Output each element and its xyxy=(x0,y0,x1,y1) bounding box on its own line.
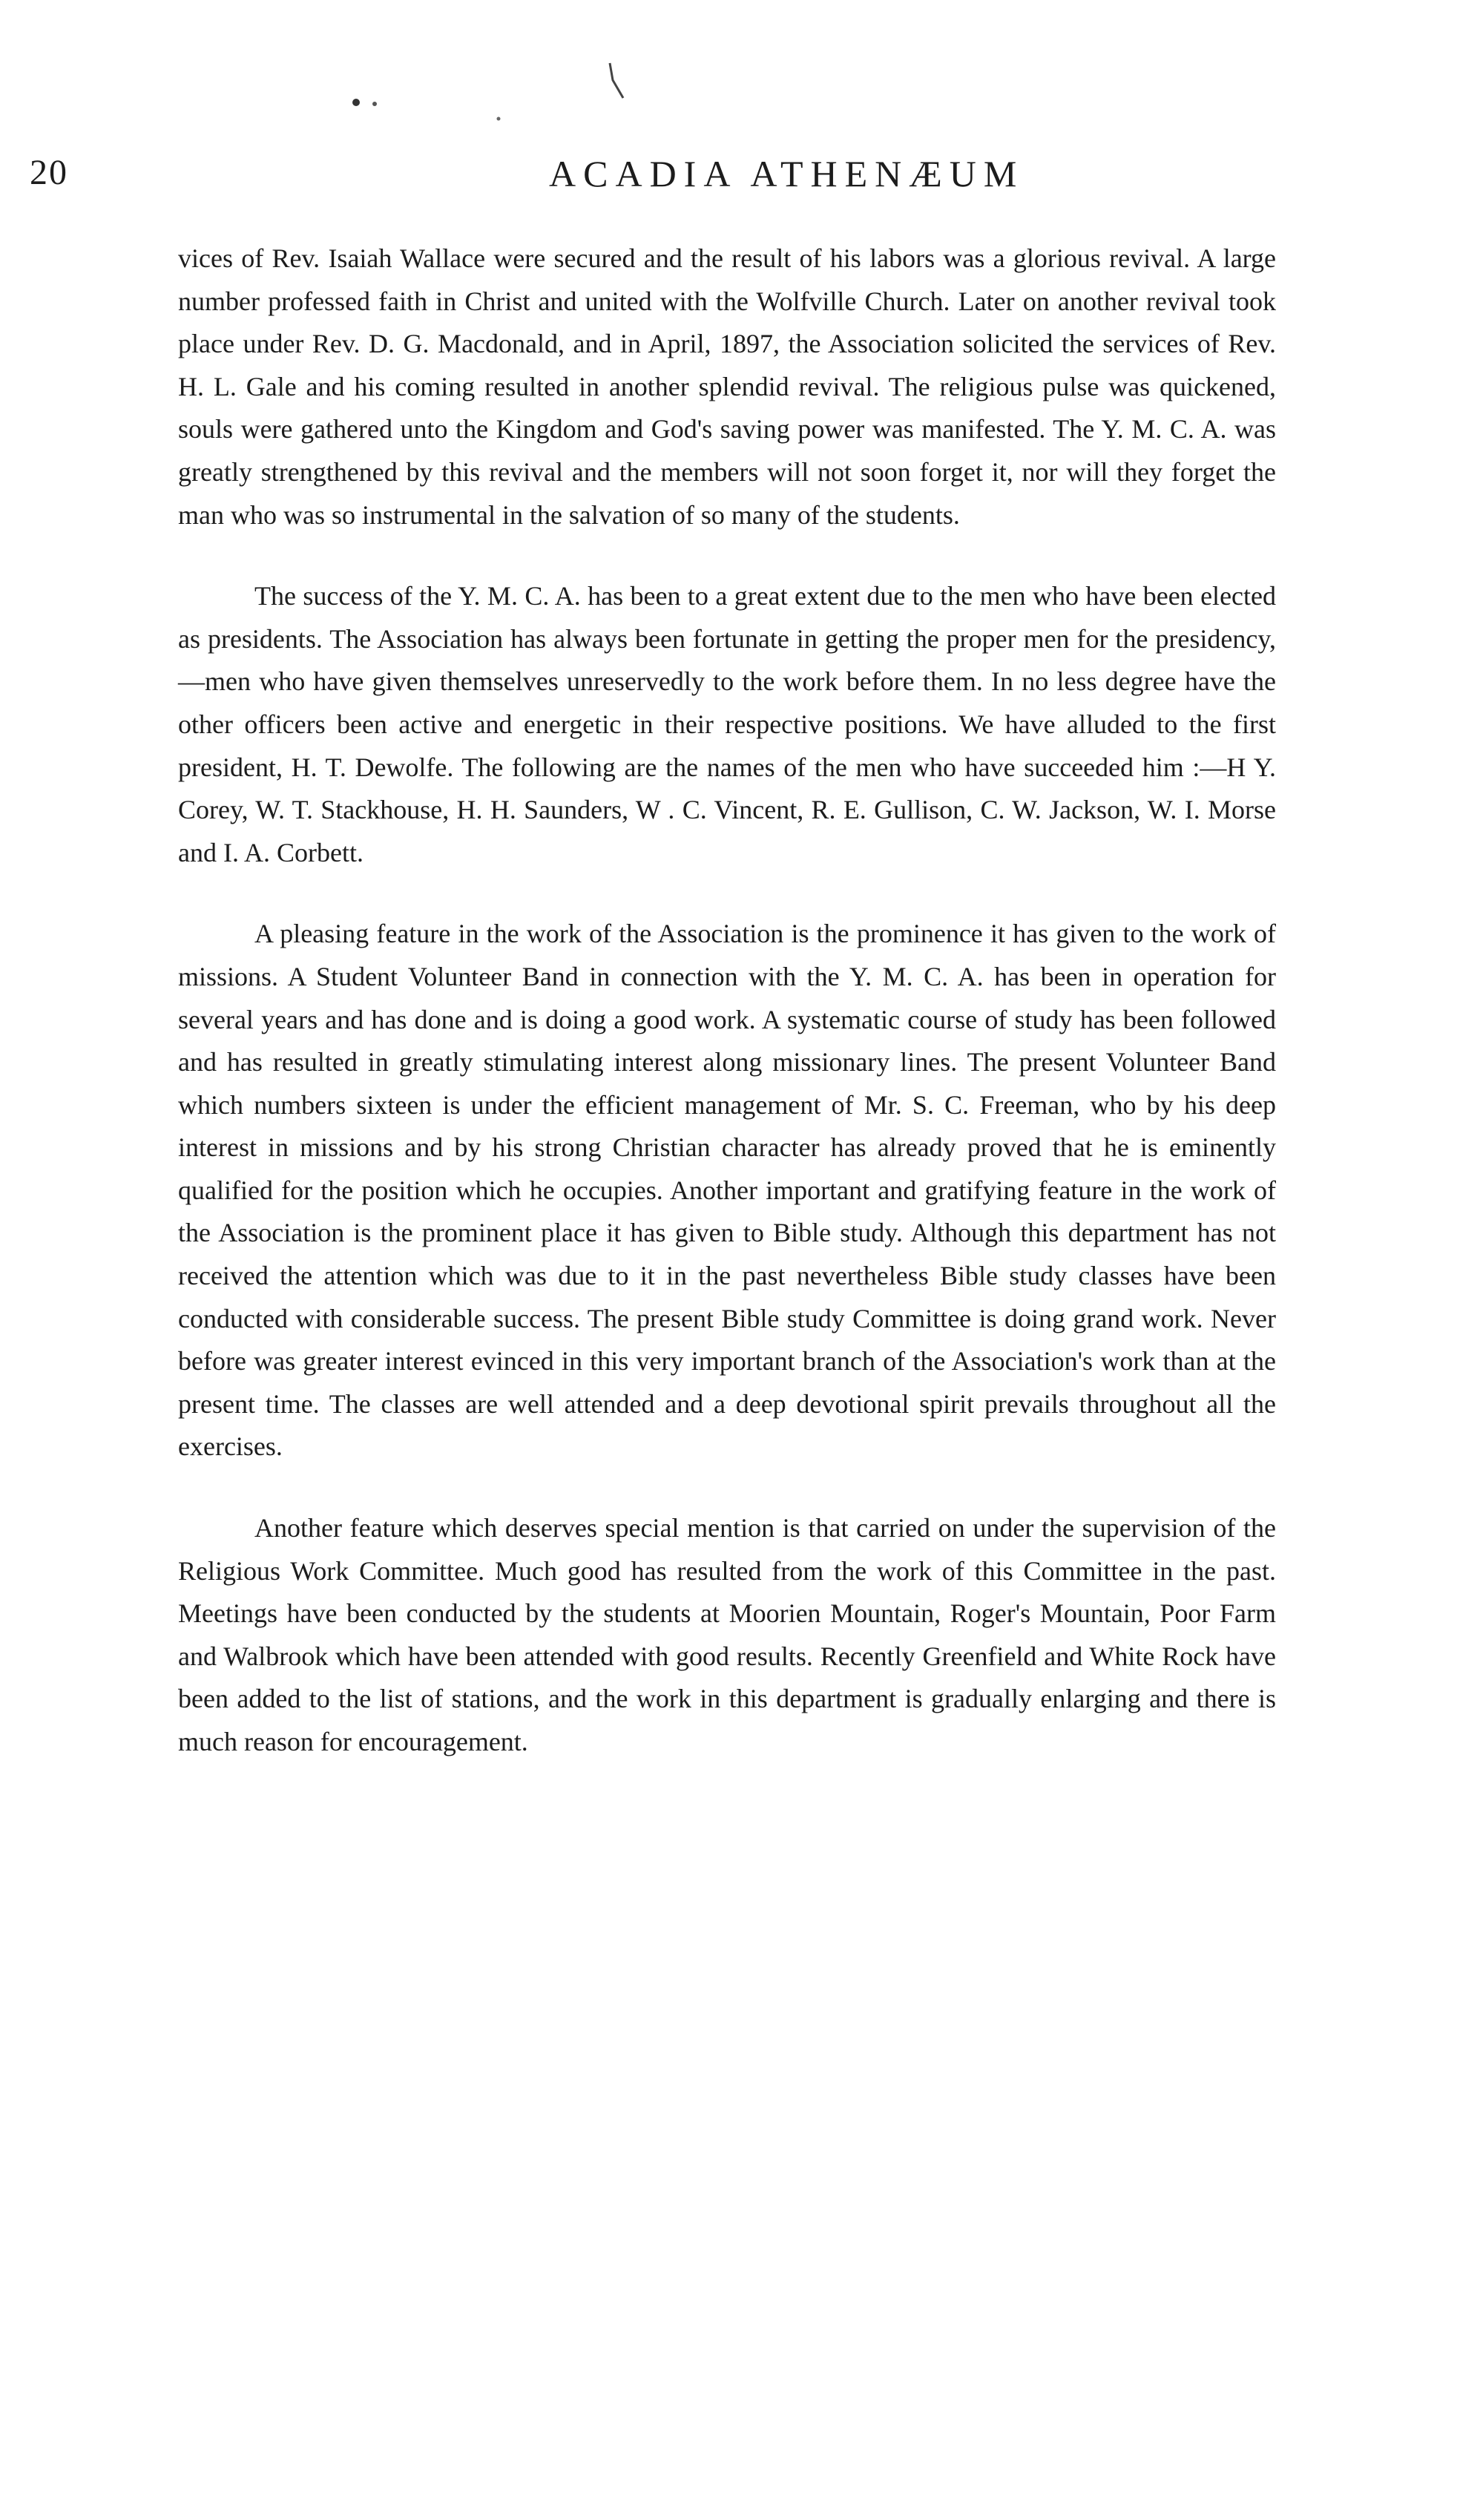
article-body xyxy=(178,237,1276,1802)
running-title: ACADIA ATHENÆUM xyxy=(549,153,1024,194)
page-number: 20 xyxy=(30,153,68,192)
paragraph-2: The success of the Y. M. C. A. has been to a great extent due to the men who have been elected as presidents. The Association has always been fortunate in getting the proper men for the presidency, —men who have given themselves unreservedly to the work before them. In no less degree have the other officers been active and energetic in their respective positions. We have alluded to the first president, H. T. Dewolfe. The following are the names of the men who have succeeded him :—H Y. Corey, W. T. Stackhouse, H. H. Saunders, W . C. Vincent, R. E. Gullison, C. W. Jackson, W. I. Morse and I. A. Corbett. xyxy=(178,581,1276,867)
paragraph-1: vices of Rev. Isaiah Wallace were secured and the result of his labors was a glorious revival. A large number professed faith in Christ and united with the Wolfville Church. Later on another revival took place under Rev. D. G. Macdonald, and in April, 1897, the Association solicited the services of Rev. H. L. Gale and his coming resulted in another splendid revival. The religious pulse was quickened, souls were gathered unto the Kingdom and God's saving power was manifested. The Y. M. C. A. was greatly strengthened by this revival and the members will not soon forget it, nor will they forget the man who was so instrumental in the salvation of so many of the students. xyxy=(178,243,1276,530)
scan-speck xyxy=(497,117,501,121)
scan-speck xyxy=(352,99,360,106)
paragraph-4: Another feature which deserves special mention is that carried on under the supervision of the Religious Work Committee. Much good has resulted from the work of this Committee in the past. Meetings have been conducted by the students at Moorien Mountain, Roger's Mountain, Poor Farm and Walbrook which have been attended with good results. Recently Greenfield and White Rock have been added to the list of stations, and the work in this department is gradually enlarging and there is much reason for encouragement. xyxy=(178,1513,1276,1756)
scan-speck xyxy=(372,102,377,106)
paragraph-3: A pleasing feature in the work of the Association is the prominence it has given to the work of missions. A Student Volunteer Band in connection with the Y. M. C. A. has been in operation for several years and has done and is doing a good work. A systematic course of study has been followed and has resulted in greatly stimulating interest along missionary lines. The present Volunteer Band which numbers sixteen is under the efficient management of Mr. S. C. Freeman, who by his deep interest in missions and by his strong Christian character has already proved that he is eminently qualified for the position which he occupies. Another important and gratifying feature in the work of the Association is the prominent place it has given to Bible study. Although this department has not received the attention which was due to it in the past nevertheless Bible study classes have been conducted with considerable success. The present Bible study Committee is doing grand work. Never before was greater interest evinced in this very important branch of the Association's work than at the present time. The classes are well attended and a deep devotional spirit prevails throughout all the exercises. xyxy=(178,919,1276,1462)
scan-speck xyxy=(610,63,623,98)
page-header xyxy=(30,152,1291,204)
